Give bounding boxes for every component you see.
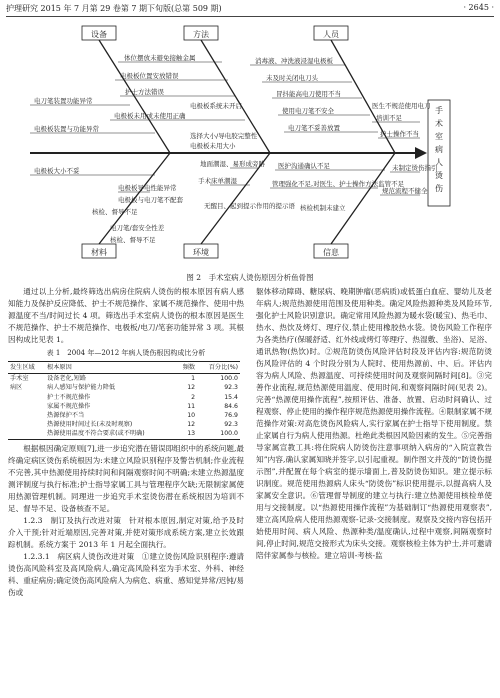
svg-text:护士方法错误: 护士方法错误: [125, 88, 164, 96]
svg-text:手术床单潮湿: 手术床单潮湿: [198, 177, 237, 185]
svg-text:核检、督导不足: 核检、督导不足: [92, 208, 138, 216]
category-material: [82, 244, 116, 258]
table-row: 热源使用温度不符合要求(或不明确) 13 100.0: [8, 429, 240, 439]
category-environment: [184, 244, 218, 258]
category-equipment: [82, 26, 116, 40]
upper-far-causes: [372, 101, 431, 138]
table-row: 病区 病人感知与保护能力降低 12 92.3: [10, 384, 238, 392]
svg-text:医护沟通确认不足: 医护沟通确认不足: [278, 162, 330, 170]
svg-text:护士操作不当: 护士操作不当: [380, 130, 419, 138]
left-column: [8, 286, 244, 599]
root-cause-table: [8, 361, 240, 440]
svg-text:电刀笔/套安全性差: 电刀笔/套安全性差: [110, 224, 165, 232]
upper-mid-causes: [190, 101, 258, 150]
table-row: 热源保护不当 10 76.9: [47, 412, 238, 420]
paragraph: 根据根因确定原则[7],进一步追究潜在错误即组织中的系统问题,最终确定病区烫伤系统根因为:未建立风险识别程序及警告机制;作业流程不完善,其中热源使用持续时间和间隔观察时间不明确;未建立热源温度测评制度与执行标准;护士指导家属工具与管理程序欠缺;无限制家属使用热源管理机制。同理进一步追究手术室烫伤潜在系统根因为培训不足、督导不足、设备核查不足。: [8, 443, 244, 513]
table-row: 家属不规范操作 11 84.6: [47, 402, 238, 410]
figure-caption: 图 2 手术室病人烫伤原因分析鱼骨图: [186, 273, 314, 282]
category-personnel: [314, 26, 348, 40]
svg-text:电极板位置安放错误: 电极板位置安放错误: [120, 72, 179, 80]
page-number: · 2645 ·: [463, 3, 494, 12]
svg-text:电刀笔装置功能异常: 电刀笔装置功能异常: [34, 97, 93, 105]
svg-text:规范流程不健全: 规范流程不健全: [382, 187, 428, 195]
svg-text:信息: 信息: [323, 248, 339, 257]
table-caption: 表 1 2004 年—2012 年病人烫伤根因构成比分析: [46, 349, 206, 357]
svg-text:消毒液、冲洗液浸湿电极板: 消毒液、冲洗液浸湿电极板: [255, 57, 333, 65]
svg-text:冒抖能高电刀使用不当: 冒抖能高电刀使用不当: [276, 90, 341, 98]
svg-text:无醒目、起到提示作用的提示语: 无醒目、起到提示作用的提示语: [204, 202, 295, 210]
svg-text:电极板系统未开启: 电极板系统未开启: [190, 102, 242, 110]
svg-text:体位摆放未避免接触金属: 体位摆放未避免接触金属: [124, 54, 196, 62]
svg-text:电极板装置与功能异常: 电极板装置与功能异常: [34, 125, 99, 133]
svg-text:培训不足: 培训不足: [376, 114, 402, 122]
svg-text:电极板导电性能异常: 电极板导电性能异常: [118, 184, 177, 192]
fishbone-diagram: [0, 20, 500, 270]
lower-far-causes: [382, 163, 438, 195]
svg-text:环境: 环境: [193, 248, 209, 257]
journal-info: 护理研究 2015 年 7 月第 29 卷第 7 期下旬版(总第 509 期): [6, 4, 222, 13]
table-header: 发生区域: [8, 362, 45, 374]
svg-text:电极板未用大小: 电极板未用大小: [190, 142, 236, 150]
table-header-row: [8, 362, 240, 374]
table-row: 护士不规范操作 2 15.4: [47, 393, 238, 401]
svg-text:地面潮湿、易形成旁路: 地面潮湿、易形成旁路: [200, 160, 265, 168]
svg-text:电刀笔不妥善放置: 电刀笔不妥善放置: [288, 124, 340, 132]
table-header: 根本原因: [45, 362, 176, 374]
effect-label: 手术室病人烫伤: [435, 106, 443, 193]
table-row: 手术室 设备老化,短路 1 100.0: [10, 375, 238, 383]
svg-text:人员: 人员: [323, 30, 339, 39]
paragraph: 1.2.3 制订及执行改进对策 针对根本原因,制定对策,给予及时介入干预;针对近端原因,完善对策,并使对策形成系统方案,建立长效跟踪机制。系统方案于 2013 年 1 月起全面执行。: [8, 515, 244, 549]
category-method: [184, 26, 218, 40]
svg-text:核检机制未建立: 核检机制未建立: [300, 204, 346, 212]
svg-text:方法: 方法: [193, 30, 209, 39]
svg-text:未制定烫伤指引: 未制定烫伤指引: [392, 164, 438, 172]
svg-text:材料: 材料: [91, 248, 107, 257]
svg-text:设备: 设备: [91, 30, 107, 39]
paragraph: 1.2.3.1 病区病人烫伤改进对策 ①建立烫伤风险识别程序:遵请烫伤高风险科室及高风险病人,确定高风险科室为手术室、外科、神经科、重症病房;确定烫伤高风险病人为病危、病重、感知觉异常/迟钝/易伤或: [8, 551, 244, 597]
spine-arrowhead: [415, 147, 427, 159]
table-header: 百分比(%): [197, 362, 240, 374]
svg-text:电极板未用或未使用正确: 电极板未用或未使用正确: [114, 112, 186, 120]
svg-text:医生不规范使用电刀: 医生不规范使用电刀: [372, 102, 431, 110]
paragraph: 通过以上分析,最终筛选出病房住院病人烫伤的根本原因有病人感知能力及保护反应降低、护士不规范操作、家属不规范操作、使用中热源温度不当/时间过长 4 项。筛选出手术室病人烫伤的根本原因是医生不规范操作、护士不规范操作、电极板/电刀/笔套功能异常 3 项。其根因构成比见表 1。: [8, 287, 244, 344]
svg-text:电极板与电刀笔不配套: 电极板与电刀笔不配套: [118, 196, 183, 204]
table-header: 频数: [176, 362, 197, 374]
upper-right-causes: [255, 56, 341, 132]
running-header: [6, 3, 494, 17]
bone-information: [331, 153, 395, 244]
right-column: [256, 286, 492, 562]
svg-text:电极板大小不妥: 电极板大小不妥: [34, 167, 80, 175]
table-row: 热源使用时间过长(未及时观察) 12 92.3: [47, 421, 238, 429]
svg-text:核检、督导不足: 核检、督导不足: [110, 236, 156, 244]
svg-text:使用电刀笔不安全: 使用电刀笔不安全: [282, 107, 334, 115]
category-information: [314, 244, 348, 258]
svg-text:未及时关闭电刀头: 未及时关闭电刀头: [266, 74, 318, 82]
svg-text:管理强化不足,对医生、护士操作方法监管不足: 管理强化不足,对医生、护士操作方法监管不足: [272, 180, 405, 188]
paragraph: 躯体移动障碍、糖尿病、晚期肿瘤(恶病质)或低蛋白血症、婴幼儿及老年病人;规范热源使用范围及使用种类。确定风险热源种类及风险环节,强化护士风险识别意识。确定常用风险热源为暖水袋(暖宝)、热毛巾、热水、热饮及烤灯、理疗仪,禁止使用橡胶热水袋。烫伤风险工作程序为各类热疗(保暖舒适、红外线或烤灯等理疗、热湿敷、坐浴)、足浴、通讯热物(热饮)时。②规范防烫伤风险评估时段及评估内容:规范防烫伤风险评估的 4 个时段分别为人院时、使用热源前、中、后。评估内容为病人风险、热源温度、可持续使用时间及观察间隔时间[8]。③完善作业流程,规范热源使用温度、使用时间,和观察间隔时间(见表 2)。完善“热源使用操作流程”,按照评估、准备、放置、启动时间确认、过程观察、停止使用的操作程序规范热源使用操作流程。④限制家属不规范操作对策:对高危烫伤风险病人,实行家属在护士指导下使用制度。禁止家属自行为病人使用热源。杜绝此类根因风险因素的发生。⑤完善指导家属宣教工具:将住院病人防烫伤注意事项纳入病房的“入院宣教告知”内容,确认家属知晓并签字,以引起重视。制作图文并茂的“防烫伤提示图”,并配置在每个病室的提示墙面上,普及防烫伤知识。建立提示标识制度。规范使用热源病人床头“防烫伤”标识使用提示,以提高病人及家属安全意识。⑥管理督导制度的建立与执行:建立热源使用核检单使用与交接制度。以“热源使用操作流程”为基础制订“热源使用观察表”,建立高风险病人使用热源观察-记录-交接制度。观察及交接内容包括开始使用时间、病人风险、热源种类/温度确认,过程中观察,间隔观察时间,停止时间,规范交接形式为床头交接。观察核检主体为护士,并可邀请陪伴家属参与核检。建立培训-考核-监: [256, 287, 492, 560]
svg-text:选择大小/导电胶完整性: 选择大小/导电胶完整性: [190, 132, 258, 140]
